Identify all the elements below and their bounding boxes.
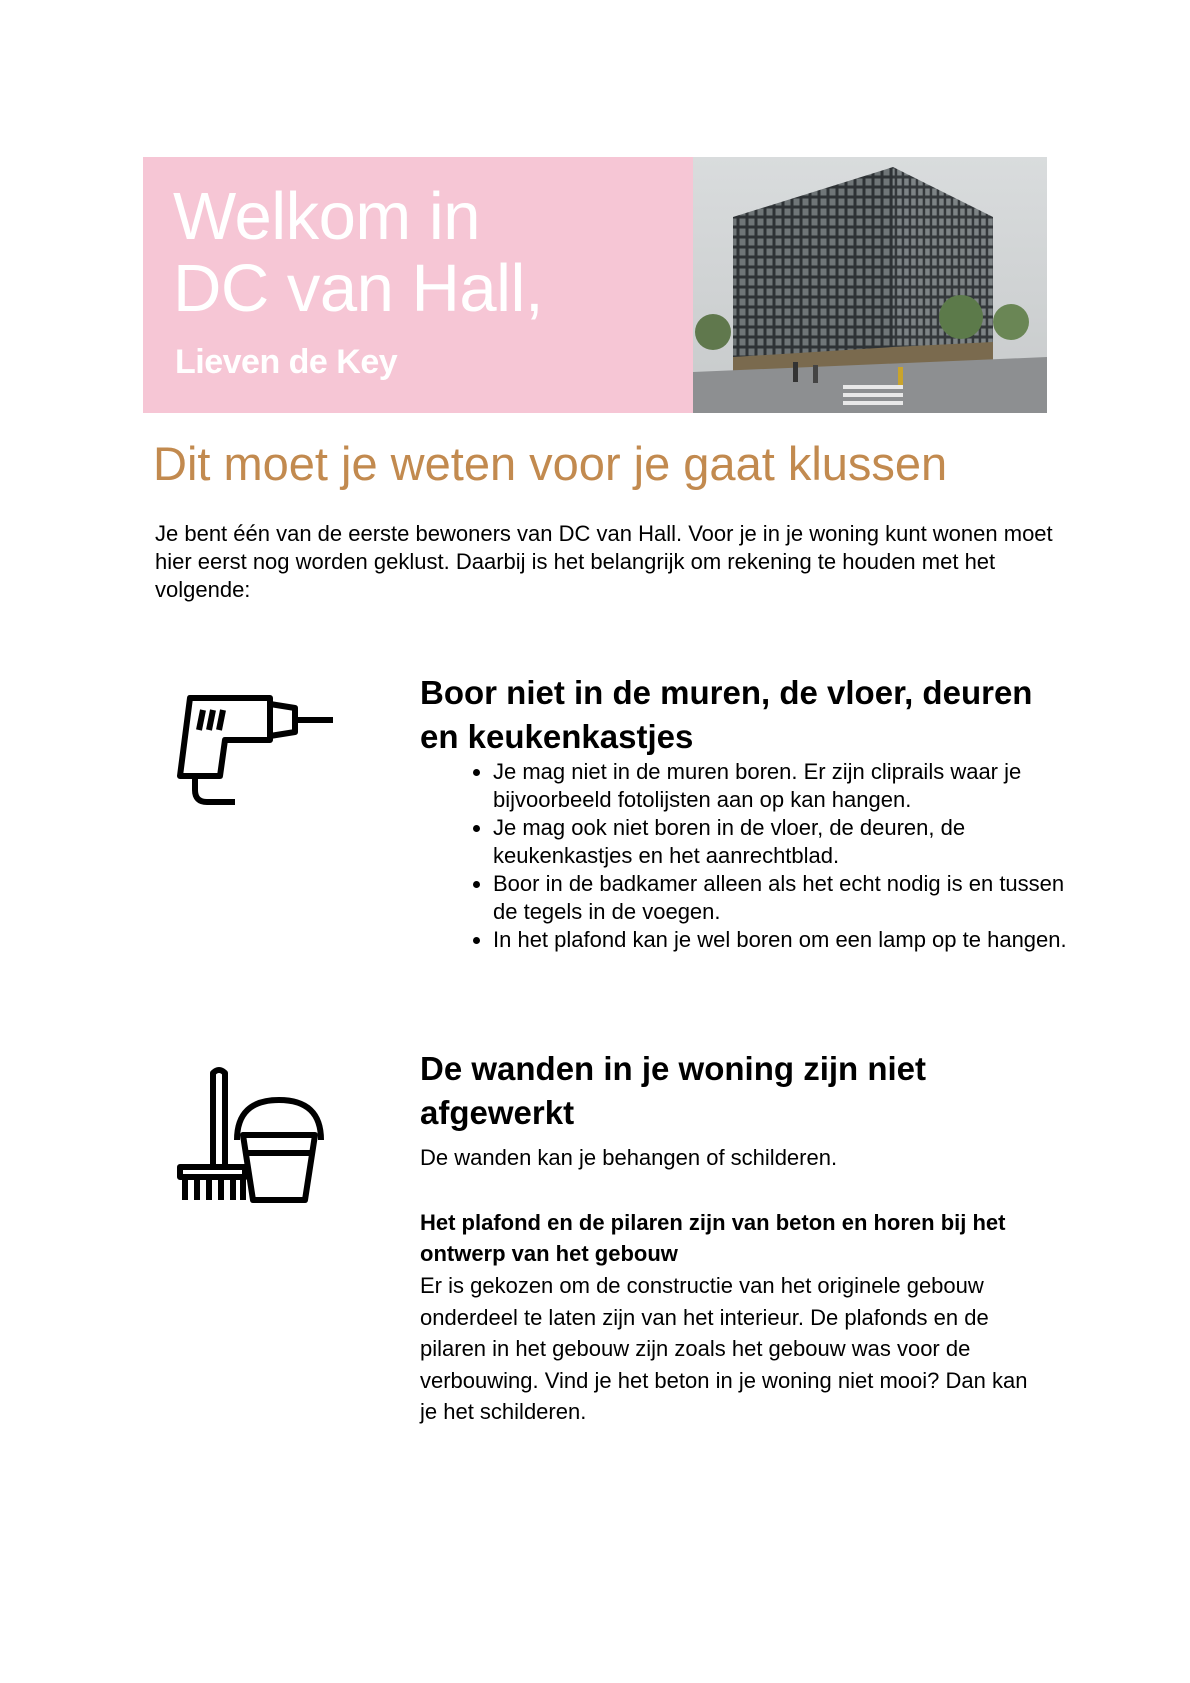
list-item: • Je mag niet in de muren boren. Er zijn cliprails waar je bijvoorbeeld fotolijsten aan op kan hangen. [493,758,1093,814]
section1-bullet-list [453,758,1093,954]
banner-title-line2: DC van Hall, [173,251,544,326]
header-banner [143,157,1047,413]
banner-title-line1: Welkom in [173,179,481,254]
broom-bucket-icon [175,1065,335,1210]
section2-body: Er is gekozen om de constructie van het originele gebouw onderdeel te laten zijn van het interieur. De plafonds en de pilaren in het gebouw zijn zoals het gebouw was voor de verbouwing. Vind je het beton in je woning niet mooi? Dan kan je het schilderen. [420,1273,1028,1424]
banner-title [173,181,543,325]
section2-text: De wanden kan je behangen of schilderen. [420,1145,838,1170]
banner-pink-panel [143,157,693,413]
drill-icon [175,690,345,810]
intro-paragraph: Je bent één van de eerste bewoners van DC van Hall. Voor je in je woning kunt wonen moet hier eerst nog worden geklust. Daarbij is het belangrijk om rekening te houden met het volgende: [155,521,1053,602]
list-item: • In het plafond kan je wel boren om een lamp op te hangen. [493,926,1093,954]
page-title: Dit moet je weten voor je gaat klussen [153,437,948,490]
brand-logo: Lieven de Key [175,343,398,381]
list-item: • Je mag ook niet boren in de vloer, de deuren, de keukenkastjes en het aanrechtblad. [493,814,1093,870]
section2-subheading: Het plafond en de pilaren zijn van beton en horen bij het ontwerp van het gebouw [420,1210,1006,1266]
section2-heading: De wanden in je woning zijn niet afgewerkt [420,1050,927,1131]
section1-heading: Boor niet in de muren, de vloer, deuren en keukenkastjes [420,674,1033,755]
building-photo [693,157,1047,413]
list-item: • Boor in de badkamer alleen als het echt nodig is en tussen de tegels in de voegen. [493,870,1093,926]
